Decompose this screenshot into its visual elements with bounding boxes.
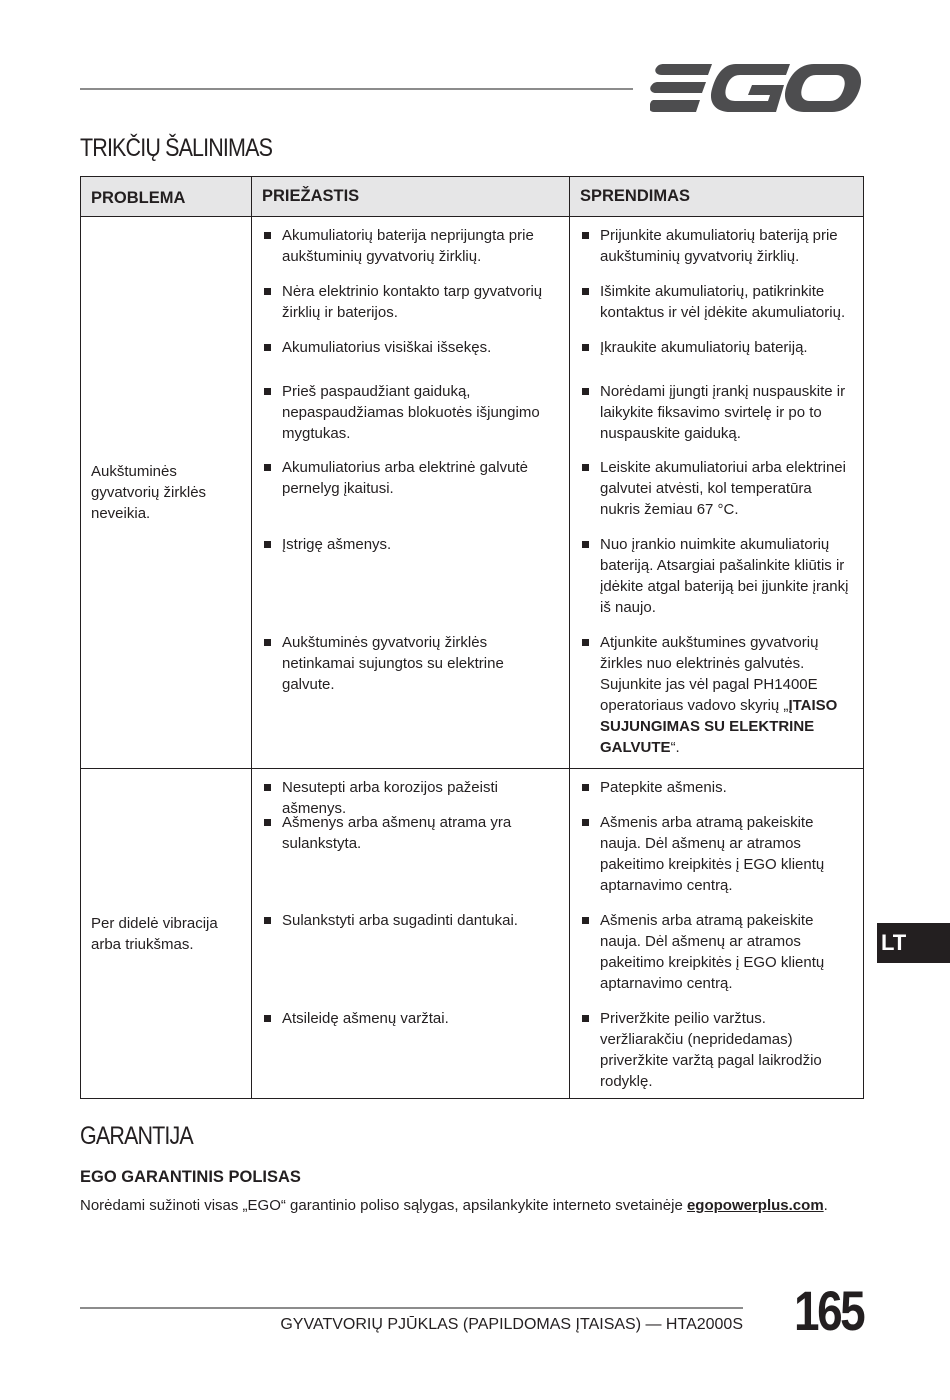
list-item: Priveržkite peilio varžtus. veržliarakčiu (nepridedamas) priveržkite varžtą pagal laikrodžio rodyklę. xyxy=(582,1008,853,1092)
header-cause: PRIEŽASTIS xyxy=(252,177,570,217)
warranty-paragraph xyxy=(80,1197,860,1214)
list-item: Akumuliatorius arba elektrinė galvutė pernelyg įkaitusi. xyxy=(264,457,559,520)
list-item: Norėdami įjungti įrankį nuspauskite ir laikykite fiksavimo svirtelę ir po to nuspauskite gaiduką. xyxy=(582,381,853,444)
header-rule xyxy=(80,88,633,90)
list-item: Aukštuminės gyvatvorių žirklės netinkamai sujungtos su elektrine galvute. xyxy=(264,632,559,695)
square-bullet-icon xyxy=(264,917,271,924)
solution-cell xyxy=(570,769,864,1099)
square-bullet-icon xyxy=(264,288,271,295)
square-bullet-icon xyxy=(582,784,589,791)
closing-quote: “. xyxy=(670,739,680,756)
list-item: Prijunkite akumuliatorių bateriją prie aukštuminių gyvatvorių žirklių. xyxy=(582,225,853,267)
square-bullet-icon xyxy=(264,232,271,239)
list-item: Įkraukite akumuliatorių bateriją. xyxy=(582,337,853,367)
list-item xyxy=(582,632,853,758)
page-number: 165 xyxy=(794,1279,864,1342)
list-item: Nuo įrankio nuimkite akumuliatorių bateriją. Atsargiai pašalinkite kliūtis ir įdėkite atgal bateriją bei įjunkite įrankį iš naujo. xyxy=(582,534,853,618)
problem-text: Aukštuminės gyvatvorių žirklės neveikia. xyxy=(91,463,207,522)
solution-cell xyxy=(570,217,864,769)
list-item: Nėra elektrinio kontakto tarp gyvatvorių žirklių ir baterijos. xyxy=(264,281,559,323)
square-bullet-icon xyxy=(582,388,589,395)
square-bullet-icon xyxy=(582,288,589,295)
list-item: Ašmenis arba atramą pakeiskite nauja. Dėl ašmenų ar atramos pakeitimo kreipkitės į EGO klientų aptarnavimo centrą. xyxy=(582,910,853,994)
cause-cell xyxy=(252,217,570,769)
section-reference: ĮTAISO SUJUNGIMAS SU ELEKTRINE GALVUTE xyxy=(600,697,838,756)
warranty-text-end: . xyxy=(823,1197,828,1214)
list-item: Įstrigę ašmenys. xyxy=(264,534,559,618)
problem-cell xyxy=(81,769,252,1099)
square-bullet-icon xyxy=(582,344,589,351)
table-row xyxy=(81,769,864,1099)
square-bullet-icon xyxy=(582,819,589,826)
square-bullet-icon xyxy=(264,784,271,791)
table-header-row xyxy=(81,177,864,217)
troubleshooting-table xyxy=(80,176,864,1099)
list-item: Išimkite akumuliatorių, patikrinkite kontaktus ir vėl įdėkite akumuliatorių. xyxy=(582,281,853,323)
list-item: Patepkite ašmenis. xyxy=(582,777,853,798)
table-row xyxy=(81,217,864,769)
header-problem: PROBLEMA xyxy=(81,177,252,217)
problem-text: Per didelė vibracija arba triukšmas. xyxy=(91,914,218,953)
warranty-title: GARANTIJA xyxy=(80,1122,193,1150)
warranty-text: Norėdami sužinoti visas „EGO“ garantinio poliso sąlygas, apsilankykite interneto svetainėje xyxy=(80,1197,687,1214)
square-bullet-icon xyxy=(264,1015,271,1022)
list-item: Leiskite akumuliatoriui arba elektrinei galvutei atvėsti, kol temperatūra nukris žemiau 67 °C. xyxy=(582,457,853,520)
problem-cell xyxy=(81,217,252,769)
warranty-subtitle: EGO GARANTINIS POLISAS xyxy=(80,1168,301,1186)
square-bullet-icon xyxy=(582,232,589,239)
square-bullet-icon xyxy=(582,464,589,471)
ego-logo xyxy=(650,62,862,114)
troubleshooting-title: TRIKČIŲ ŠALINIMAS xyxy=(80,134,273,162)
square-bullet-icon xyxy=(582,541,589,548)
footer-title: GYVATVORIŲ PJŪKLAS (PAPILDOMAS ĮTAISAS) — HTA2000S xyxy=(280,1316,743,1333)
list-item: Ašmenis arba atramą pakeiskite nauja. Dėl ašmenų ar atramos pakeitimo kreipkitės į EGO klientų aptarnavimo centrą. xyxy=(582,812,853,896)
list-item: Sulankstyti arba sugadinti dantukai. xyxy=(264,910,559,994)
cause-cell xyxy=(252,769,570,1099)
list-item: Prieš paspaudžiant gaiduką, nepaspaudžiamas blokuotės išjungimo mygtukas. xyxy=(264,381,559,444)
website-link[interactable]: egopowerplus.com xyxy=(686,1197,824,1214)
square-bullet-icon xyxy=(582,639,589,646)
square-bullet-icon xyxy=(264,541,271,548)
header-solution: SPRENDIMAS xyxy=(570,177,864,217)
square-bullet-icon xyxy=(264,388,271,395)
language-tab: LT xyxy=(877,923,950,963)
square-bullet-icon xyxy=(582,1015,589,1022)
square-bullet-icon xyxy=(582,917,589,924)
square-bullet-icon xyxy=(264,464,271,471)
list-item: Nesutepti arba korozijos pažeisti ašmenys. xyxy=(264,777,559,798)
list-item: Ašmenys arba ašmenų atrama yra sulankstyta. xyxy=(264,812,559,896)
list-item: Atsileidę ašmenų varžtai. xyxy=(264,1008,559,1029)
list-item: Akumuliatorių baterija neprijungta prie aukštuminių gyvatvorių žirklių. xyxy=(264,225,559,267)
square-bullet-icon xyxy=(264,639,271,646)
solution-text: Atjunkite aukštumines gyvatvorių žirkles nuo elektrinės galvutės. Sujunkite jas vėl pagal PH1400E operatoriaus vadovo skyrių „ xyxy=(600,634,819,714)
footer-rule xyxy=(80,1307,743,1309)
square-bullet-icon xyxy=(264,344,271,351)
list-item: Akumuliatorius visiškai išsekęs. xyxy=(264,337,559,367)
square-bullet-icon xyxy=(264,819,271,826)
